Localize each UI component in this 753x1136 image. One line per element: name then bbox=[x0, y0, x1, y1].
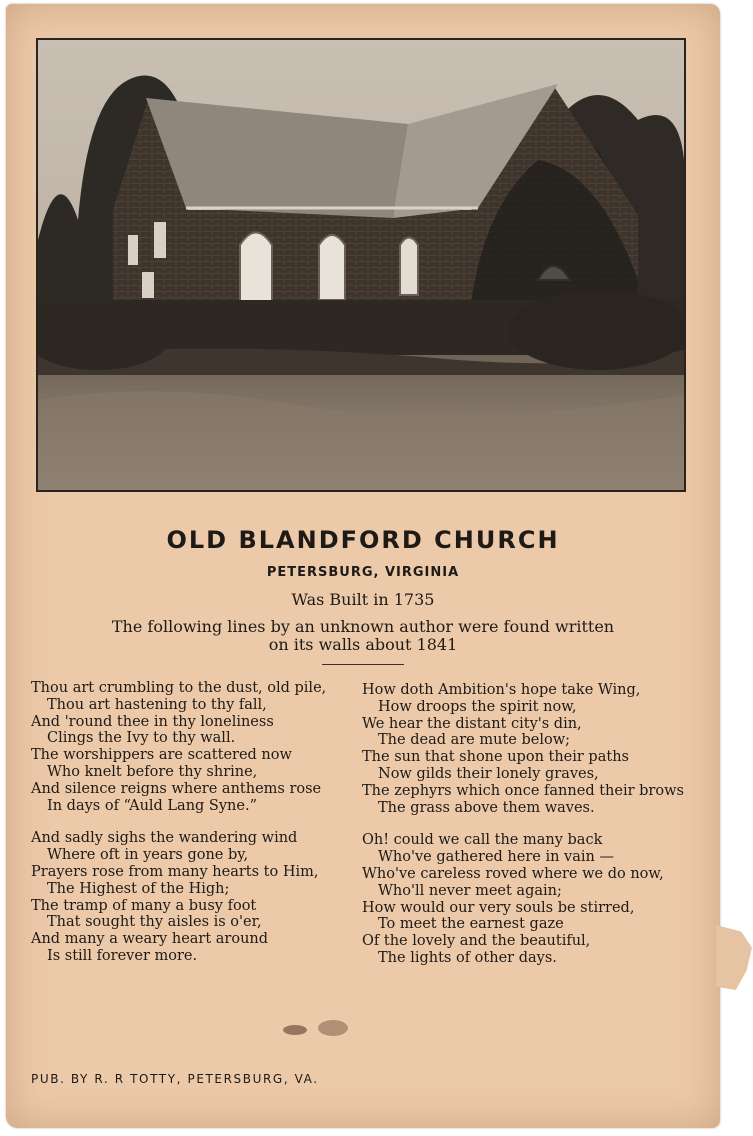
publisher-credit: PUB. BY R. R TOTTY, PETERSBURG, VA. bbox=[31, 1072, 319, 1086]
poem-column-left bbox=[31, 680, 326, 965]
poem-line: Is still forever more. bbox=[47, 947, 198, 964]
poem-line: Who've gathered here in vain — bbox=[378, 849, 614, 866]
church-photograph bbox=[36, 38, 686, 492]
poem-line: The lights of other days. bbox=[378, 949, 557, 966]
intro-line-1: The following lines by an unknown author were found written bbox=[111, 617, 615, 636]
location-subtitle: PETERSBURG, VIRGINIA bbox=[266, 565, 460, 580]
poem-line: How would our very souls be stirred, bbox=[362, 899, 635, 916]
poem-line: And 'round thee in thy loneliness bbox=[31, 713, 274, 730]
poem-line: The grass above them waves. bbox=[378, 799, 595, 816]
poem-line: Of the lovely and the beautiful, bbox=[362, 933, 591, 950]
poem-line: We hear the distant city's din, bbox=[362, 715, 582, 732]
poem-stanza bbox=[362, 682, 684, 816]
poem-line: The worshippers are scattered now bbox=[31, 747, 292, 764]
poem-line: Prayers rose from many hearts to Him, bbox=[31, 863, 319, 880]
poem-line: Oh! could we call the many back bbox=[362, 832, 603, 849]
poem-line: The Highest of the High; bbox=[47, 880, 230, 897]
ink-stain bbox=[283, 1025, 307, 1035]
poem-stanza bbox=[31, 680, 326, 814]
poem-line: In days of “Auld Lang Syne.” bbox=[47, 797, 258, 814]
poem-line: To meet the earnest gaze bbox=[378, 916, 564, 933]
poem-stanza bbox=[362, 832, 684, 966]
card-title: OLD BLANDFORD CHURCH bbox=[166, 526, 560, 554]
poem-line: And silence reigns where anthems rose bbox=[31, 780, 322, 797]
ink-stain bbox=[318, 1020, 348, 1036]
poem-line: How doth Ambition's hope take Wing, bbox=[362, 682, 641, 698]
poem-line: Who knelt before thy shrine, bbox=[47, 763, 258, 780]
poem-line: Thou art hastening to thy fall, bbox=[47, 696, 267, 713]
torn-card-corner bbox=[716, 925, 752, 990]
poem-line: How droops the spirit now, bbox=[378, 698, 577, 715]
poem-line: That sought thy aisles is o'er, bbox=[47, 914, 262, 931]
poem-stanza bbox=[31, 830, 326, 964]
poem-line: And many a weary heart around bbox=[31, 931, 269, 948]
poem-line: Who'll never meet again; bbox=[378, 882, 562, 899]
poem-line: Clings the Ivy to thy wall. bbox=[47, 730, 236, 747]
poem-line: The tramp of many a busy foot bbox=[31, 897, 257, 914]
poem-line: Thou art crumbling to the dust, old pile, bbox=[31, 680, 327, 696]
built-year-line: Was Built in 1735 bbox=[291, 590, 435, 609]
poem-line: Who've careless roved where we do now, bbox=[362, 865, 664, 882]
poem-column-right bbox=[362, 682, 684, 967]
poem-line: Now gilds their lonely graves, bbox=[378, 765, 599, 782]
poem-line: The sun that shone upon their paths bbox=[362, 749, 629, 766]
divider-rule bbox=[322, 664, 404, 665]
poem-line: The dead are mute below; bbox=[378, 732, 570, 749]
poem-line: And sadly sighs the wandering wind bbox=[31, 830, 298, 847]
poem-line: Where oft in years gone by, bbox=[47, 847, 249, 864]
intro-line-2: on its walls about 1841 bbox=[268, 635, 458, 654]
poem-introduction bbox=[0, 618, 726, 654]
poem-line: The zephyrs which once fanned their brows bbox=[362, 782, 684, 799]
